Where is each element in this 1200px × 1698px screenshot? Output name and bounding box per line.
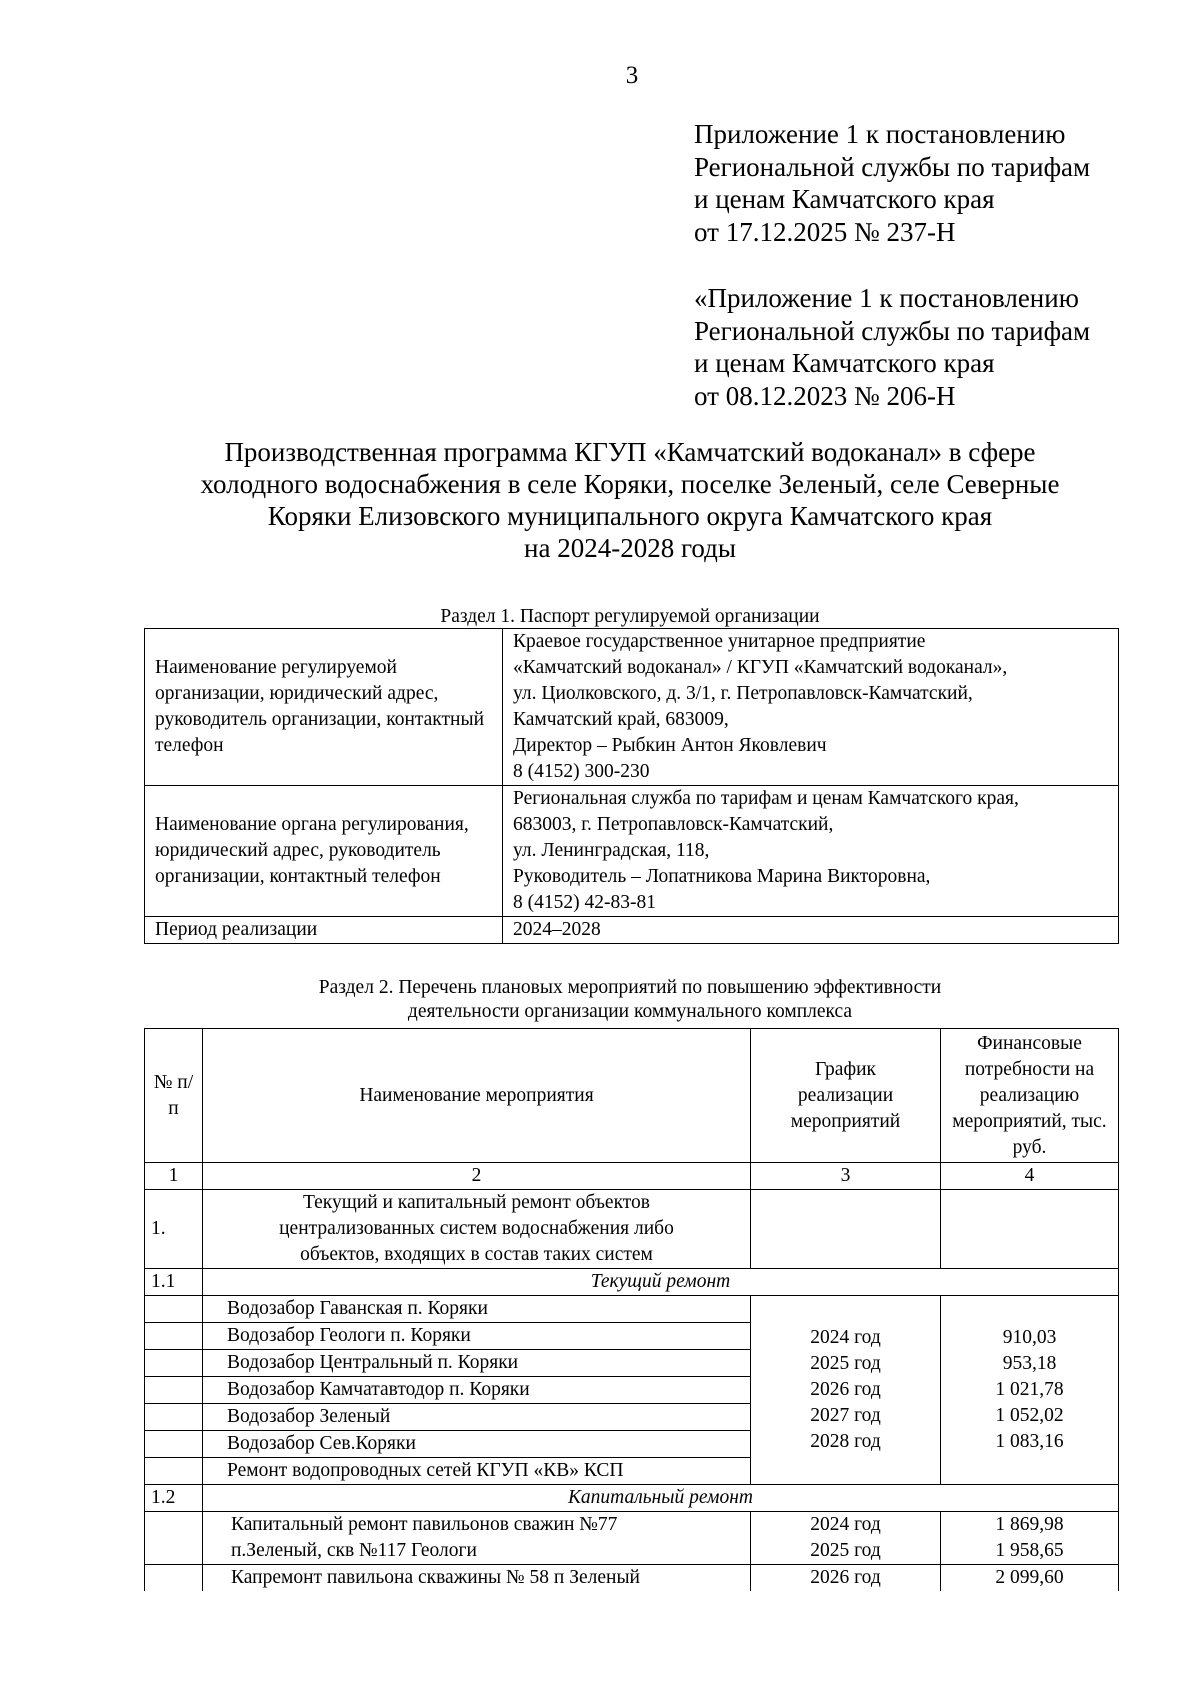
subsection-row xyxy=(145,1269,1119,1296)
schedule-year: 2024 год xyxy=(810,1327,881,1348)
table-row xyxy=(145,1190,1119,1269)
passport-value xyxy=(503,629,1119,786)
row-number: 1.1 xyxy=(145,1269,203,1296)
title-line: холодного водоснабжения в селе Коряки, поселке Зеленый, селе Северные xyxy=(200,469,1060,499)
title-line: на 2024-2028 годы xyxy=(524,533,736,563)
appendix-line: и ценам Камчатского края xyxy=(694,348,995,378)
list-item xyxy=(145,1565,1119,1592)
activity-group-name: Текущий и капитальный ремонт объектов централизованных систем водоснабжения либо объектов, входящих в состав таких систем xyxy=(203,1190,751,1269)
passport-value xyxy=(503,786,1119,917)
finance-amount: 1 083,16 xyxy=(995,1431,1064,1452)
activity-name: Капитальный ремонт павильонов сважин №77 п.Зеленый, скв №117 Геологи xyxy=(203,1512,751,1565)
finance-amount: 1 869,98 xyxy=(995,1514,1064,1535)
schedule-year: 2027 год xyxy=(810,1405,881,1426)
activity-name: Водозабор Сев.Коряки xyxy=(203,1431,751,1458)
table-row xyxy=(145,629,1119,786)
passport-value-line: 8 (4152) 42-83-81 xyxy=(513,892,656,913)
passport-value-line: ул. Циолковского, д. 3/1, г. Петропавловск-Камчатский, xyxy=(513,683,973,704)
finance-cell xyxy=(941,1565,1119,1592)
list-item xyxy=(145,1296,1119,1323)
caption-line: Раздел 2. Перечень плановых мероприятий по повышению эффективности xyxy=(318,977,942,998)
row-number xyxy=(145,1377,203,1404)
activity-name: Водозабор Зеленый xyxy=(203,1404,751,1431)
column-number: 3 xyxy=(751,1163,941,1190)
schedule-cell xyxy=(751,1512,941,1565)
schedule-year: 2024 год xyxy=(810,1514,881,1535)
column-number: 4 xyxy=(941,1163,1119,1190)
finance-amount: 1 052,02 xyxy=(995,1405,1064,1426)
appendix-line: от 17.12.2025 № 237-Н xyxy=(694,216,956,247)
passport-value-line: 8 (4152) 300-230 xyxy=(513,761,650,782)
schedule-cell xyxy=(751,1190,941,1269)
passport-value-line: Руководитель – Лопатникова Марина Викторовна, xyxy=(513,866,931,887)
appendix-current-reference xyxy=(694,118,1090,248)
row-number xyxy=(145,1431,203,1458)
passport-value-line: ул. Ленинградская, 118, xyxy=(513,840,710,861)
subsection-title: Капитальный ремонт xyxy=(203,1485,1119,1512)
row-number xyxy=(145,1404,203,1431)
row-number xyxy=(145,1458,203,1485)
passport-value-line: «Камчатский водоканал» / КГУП «Камчатский водоканал», xyxy=(513,657,1008,678)
finance-amount: 1 021,78 xyxy=(995,1379,1064,1400)
column-number: 2 xyxy=(203,1163,751,1190)
passport-label: Наименование регулируемой организации, юридический адрес, руководитель организации, контактный телефон xyxy=(145,629,503,786)
activity-name: Ремонт водопроводных сетей КГУП «КВ» КСП xyxy=(203,1458,751,1485)
schedule-year: 2025 год xyxy=(810,1540,881,1561)
appendix-previous-reference xyxy=(694,282,1090,412)
finance-amount: 953,18 xyxy=(1002,1353,1057,1374)
header-finance: Финансовые потребности на реализацию мероприятий, тыс. руб. xyxy=(941,1029,1119,1163)
column-number-row xyxy=(145,1163,1119,1190)
header-num: № п/п xyxy=(145,1029,203,1163)
passport-label: Период реализации xyxy=(145,917,503,944)
activities-table xyxy=(144,1028,1119,1591)
passport-value-line: 683003, г. Петропавловск-Камчатский, xyxy=(513,814,834,835)
row-number xyxy=(145,1565,203,1592)
schedule-year: 2028 год xyxy=(810,1431,881,1452)
subsection-row xyxy=(145,1485,1119,1512)
schedule-year: 2025 год xyxy=(810,1353,881,1374)
title-line: Коряки Елизовского муниципального округа Камчатского края xyxy=(267,501,993,531)
title-line: Производственная программа КГУП «Камчатский водоканал» в сфере xyxy=(224,437,1036,467)
document-title xyxy=(120,436,1140,564)
finance-cell xyxy=(941,1190,1119,1269)
section2-caption xyxy=(144,976,1116,1024)
subsection-title: Текущий ремонт xyxy=(203,1269,1119,1296)
schedule-year: 2026 год xyxy=(810,1379,881,1400)
row-number: 1. xyxy=(145,1190,203,1269)
caption-line: деятельности организации коммунального комплекса xyxy=(407,1001,853,1022)
section1-caption: Раздел 1. Паспорт регулируемой организации xyxy=(440,606,820,627)
schedule-cell xyxy=(751,1565,941,1592)
schedule-cell xyxy=(751,1296,941,1485)
appendix-line: и ценам Камчатского края xyxy=(694,184,995,214)
finance-cell xyxy=(941,1296,1119,1485)
row-number xyxy=(145,1350,203,1377)
finance-amount: 910,03 xyxy=(1002,1327,1057,1348)
activity-name: Водозабор Геологи п. Коряки xyxy=(203,1323,751,1350)
table-header-row xyxy=(145,1029,1119,1163)
passport-value-line: Камчатский край, 683009, xyxy=(513,709,729,730)
column-number: 1 xyxy=(145,1163,203,1190)
list-item xyxy=(145,1512,1119,1565)
table-row xyxy=(145,786,1119,917)
row-number xyxy=(145,1296,203,1323)
row-number xyxy=(145,1512,203,1565)
page-number: 3 xyxy=(625,62,639,89)
appendix-line: Региональной службы по тарифам xyxy=(694,315,1091,346)
passport-value-line: Краевое государственное унитарное предприятие xyxy=(513,631,926,652)
appendix-line: Приложение 1 к постановлению xyxy=(694,119,1066,149)
schedule-year: 2026 год xyxy=(810,1567,881,1588)
passport-value xyxy=(503,917,1119,944)
header-schedule: График реализации мероприятий xyxy=(751,1029,941,1163)
activity-name: Водозабор Камчатавтодор п. Коряки xyxy=(203,1377,751,1404)
activity-name: Водозабор Гаванская п. Коряки xyxy=(203,1296,751,1323)
table-row xyxy=(145,917,1119,944)
activity-name: Капремонт павильона скважины № 58 п Зеленый xyxy=(203,1565,751,1592)
passport-table xyxy=(144,628,1119,944)
appendix-line: от 08.12.2023 № 206-Н xyxy=(694,380,956,411)
row-number xyxy=(145,1323,203,1350)
passport-value-line: Директор – Рыбкин Антон Яковлевич xyxy=(513,735,827,756)
header-name: Наименование мероприятия xyxy=(203,1029,751,1163)
passport-value-line: Региональная служба по тарифам и ценам Камчатского края, xyxy=(513,788,1019,809)
finance-amount: 2 099,60 xyxy=(995,1567,1064,1588)
row-number: 1.2 xyxy=(145,1485,203,1512)
appendix-line: Региональной службы по тарифам xyxy=(694,151,1091,182)
appendix-line: «Приложение 1 к постановлению xyxy=(694,283,1079,313)
finance-cell xyxy=(941,1512,1119,1565)
passport-label: Наименование органа регулирования, юридический адрес, руководитель организации, контактный телефон xyxy=(145,786,503,917)
activity-name: Водозабор Центральный п. Коряки xyxy=(203,1350,751,1377)
finance-amount: 1 958,65 xyxy=(995,1540,1064,1561)
passport-value-line: 2024–2028 xyxy=(513,919,601,940)
